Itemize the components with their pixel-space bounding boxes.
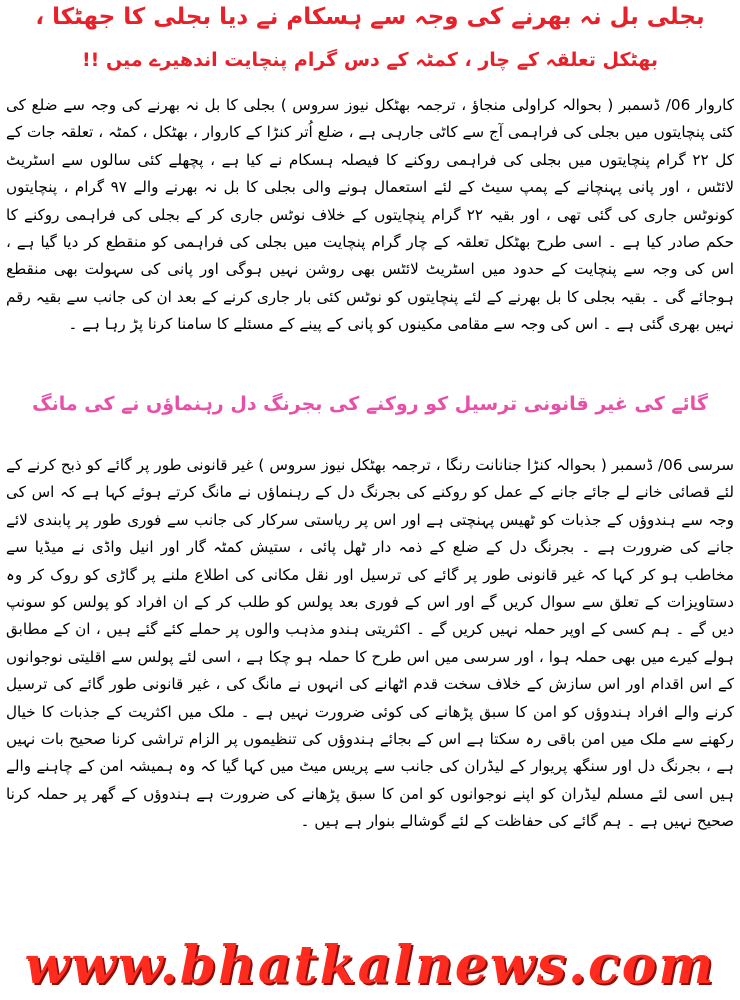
article-body-cow: سرسی 06/ ڈسمبر ( بحوالہ کنڑا جنانانت رنگا ، ترجمہ بھٹکل نیوز سروس ) غیر قانونی طور پر گائے کو ذبح کرنے کے لئے قصائی خانے لے جائے جانے کے عمل کو روکنے کی بجرنگ دل کے رہنماؤں نے مانگ کرتے ہوئے کہا ہے کہ اس کی وجہ سے ہندوؤں کے جذبات کو ٹھیس پہنچتی ہے اور اس پر ریاستی سرکار کی جانب سے فوری طور پر پابندی لائے جانے کی ضرورت ہے ۔ بجرنگ دل کے ضلع کے ذمہ دار ٹھل پائی ، ستیش کمٹہ گار اور انیل واڈی نے میڈیا سے مخاطب ہو کر کہا کہ غیر قانونی طور پر گائے کی ترسیل اور نقل مکانی کی اطلاع ملنے پر گاڑی کو روک کر وہ دستاویزات کے تعلق سے سوال کریں گے اور اس کے فوری بعد پولس کو طلب کر کے ان افراد کو پولس کو سونپ دیں گے ۔ ہم کسی کے اوپر حملہ نہیں کریں گے ۔ اکثریتی ہندو مذہب والوں پر حملے کئے گئے ہیں ، ان کے مطابق ہولے کیرے میں بھی حملہ ہوا ، اور سرسی میں اس طرح کا حملہ ہو چکا ہے ، اسی لئے پولس سے اقلیتی نوجوانوں کے اس اقدام اور اس سازش کے خلاف سخت قدم اٹھانے کی انہوں نے مانگ کی ، غیر قانونی طور گائے کی ترسیل کرنے والے افراد ہندوؤں کو امن کا سبق پڑھانے کی کوئی ضرورت نہیں ہے ۔ ملک میں اکثریت کے جذبات کا خیال رکھنے سے ملک میں امن باقی رہ سکتا ہے اس کے بجائے ہندوؤں کی تنظیموں پر الزام تراشی کرنا صحیح بات نہیں ہے ، بجرنگ دل اور سنگھ پریوار کے لیڈران کی جانب سے پریس میٹ میں کہا گیا کہ وہ ہمیشہ امن کے چاہنے والے ہیں اسی لئے مسلم لیڈران کو اپنے نوجوانوں کو امن کا سبق پڑھانے کی ضرورت ہے ہندوؤں کے گھر پر حملہ کرنا صحیح نہیں ہے ۔ ہم گائے کی حفاظت کے لئے گوشالے بنوار ہے ہیں ۔ <box>6 456 734 831</box>
main-headline: بجلی بل نہ بھرنے کی وجہ سے ہسکام نے دیا بجلی کا جھٹکا ، <box>35 4 705 30</box>
footer-website-logo: www.bhatkalnews.com <box>24 935 716 996</box>
sub-headline: بھٹکل تعلقہ کے چار ، کمٹہ کے دس گرام پنچایت اندھیرے میں !! <box>82 49 658 71</box>
article-body-electricity: کاروار 06/ ڈسمبر ( بحوالہ کراولی منجاؤ ، ترجمہ بھٹکل نیوز سروس ) بجلی کا بل نہ بھرنے کی وجہ سے ضلع کی کئی پنچایتوں میں بجلی کی فراہمی آج سے کاٹی جارہی ہے ، ضلع اُتر کنڑا کے کاروار ، بھٹکل ، کمٹہ ، تعلقہ جات کے کل ۲۲ گرام پنچایتوں میں بجلی کی فراہمی روکنے کا فیصلہ ہسکام نے کیا ہے ، پچھلے کئی سالوں سے اسٹریٹ لائٹس ، اور پانی پہنچانے کے پمپ سیٹ کے لئے استعمال ہونے والی بجلی کا بل نہ بھرنے والے ۹۷ گرام ، پنچایتوں کونوٹس جاری کی گئی تھی ، اور بقیہ ۲۲ گرام پنچایتوں کے خلاف نوٹس جاری کر کے بجلی کی فراہمی روکنے کا حکم صادر کیا ہے ۔ اسی طرح بھٹکل تعلقہ کے چار گرام پنچایت میں بجلی کی فراہمی کو منقطع کر دیا گیا ہے ، اس کی وجہ سے پنچایت کے حدود میں اسٹریٹ لائٹس بھی روشن نہیں ہوگی اور پانی کی سہولت بھی منقطع ہوجائے گی ۔ بقیہ بجلی کا بل بھرنے کے لئے پنچایتوں کو نوٹس کئی بار جاری کرنے کے بعد ان کی جانب سے بقیہ رقم نہیں بھری گئی ہے ۔ اس کی وجہ سے مقامی مکینوں کو پانی کے پینے کے مسئلے کا سامنا کرنا پڑ رہا ہے ۔ <box>6 96 734 334</box>
second-headline: گائے کی غیر قانونی ترسیل کو روکنے کی بجرنگ دل رہنماؤں نے کی مانگ <box>32 393 708 415</box>
